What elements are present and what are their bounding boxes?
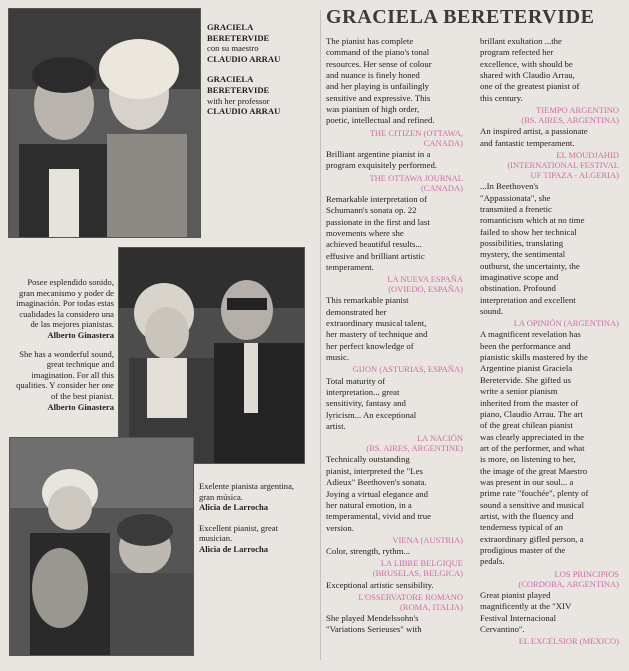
review-source-line: (INTERNATIONAL FESTIVAL bbox=[507, 160, 619, 171]
review-column-left bbox=[326, 36, 463, 637]
review-text-line: was pianism of high order, bbox=[326, 104, 420, 115]
review-text-line: music. bbox=[326, 352, 350, 363]
caption-line: BERETERVIDE bbox=[207, 32, 270, 43]
review-text-line: artist, with the fluency and bbox=[480, 510, 574, 521]
caption-line: imagination. For all this bbox=[31, 369, 114, 380]
review-source bbox=[326, 592, 463, 612]
caption-line: CLAUDIO ARRAU bbox=[207, 53, 281, 64]
review-text-line: passionate in the first and last bbox=[326, 216, 430, 227]
review-text bbox=[326, 149, 463, 172]
caption-line: imaginación. Por todas estas bbox=[16, 298, 114, 309]
review-source bbox=[326, 274, 463, 294]
review-text-line: sound. bbox=[480, 306, 504, 316]
review-text-line: effusive and brilliant artistic bbox=[326, 250, 425, 261]
review-text-line: "Appassionata", she bbox=[480, 192, 551, 203]
review-text-line: Great pianist played bbox=[480, 589, 551, 600]
review-text bbox=[326, 580, 463, 591]
review-text-line: She played Mendelssohn's bbox=[326, 613, 419, 624]
review-source-line: VIENA (AUSTRIA) bbox=[392, 534, 463, 545]
review-text-line: mystery, the sentimental bbox=[480, 249, 566, 260]
review-source bbox=[326, 173, 463, 193]
column-divider bbox=[320, 10, 321, 660]
caption-line: with her professor bbox=[207, 95, 270, 106]
review-text-line: romanticism which at no time bbox=[480, 215, 585, 226]
review-text bbox=[480, 329, 619, 567]
review-text-line: obstination. Profound bbox=[480, 283, 556, 294]
review-text-line: art of the performer, and what bbox=[480, 442, 585, 453]
review-source-line: LA NACIÓN bbox=[416, 433, 463, 444]
review-text-line: been the performance and bbox=[480, 340, 571, 351]
review-text bbox=[326, 36, 463, 127]
review-source-line: LA NUEVA ESPAÑA bbox=[387, 274, 463, 285]
review-text-line: resources. Her sense of colour bbox=[326, 58, 432, 69]
review-text-line: program exquisitely performed. bbox=[326, 160, 438, 171]
review-source bbox=[326, 364, 463, 374]
review-text bbox=[326, 454, 463, 533]
caption-top bbox=[207, 22, 317, 117]
review-text-line: movements where she bbox=[326, 227, 404, 238]
review-text-line: lyricism... An exceptional bbox=[326, 409, 417, 420]
caption-line: Alicia de Larrocha bbox=[199, 543, 269, 554]
review-text-line: extraordinary gifled person, a bbox=[480, 533, 584, 544]
caption-line: con su maestro bbox=[207, 43, 259, 54]
review-text-line: "Variations Serieuses" with bbox=[326, 624, 422, 635]
review-source bbox=[480, 569, 619, 589]
review-text-line: program refected her bbox=[480, 47, 554, 58]
caption-line: Alberto Ginastera bbox=[47, 401, 114, 412]
review-source-line: (CANADA) bbox=[420, 182, 463, 193]
review-text-line: This remarkable pianist bbox=[326, 295, 409, 306]
review-text-line: sensitivity, fantasy and bbox=[326, 398, 406, 409]
caption-line: musician. bbox=[199, 533, 233, 544]
review-source bbox=[480, 105, 619, 125]
review-text-line: The pianist has complete bbox=[326, 36, 414, 46]
photo-with-arrau-image bbox=[9, 9, 200, 237]
photo-with-ginastera-image bbox=[119, 248, 304, 463]
caption-line: She has a wonderful sound, bbox=[19, 348, 114, 359]
review-text-line: brillant exultation ...the bbox=[480, 36, 562, 46]
review-text-line: pianistic skills mastered by the bbox=[480, 352, 588, 363]
review-text bbox=[326, 376, 463, 433]
caption-line: GRACIELA bbox=[207, 74, 254, 85]
review-text-line: Total maturity of bbox=[326, 375, 386, 386]
review-text-line: was present in our soul... a bbox=[480, 476, 574, 487]
review-text-line: Joying a virtual elegance and bbox=[326, 488, 429, 499]
review-text bbox=[480, 126, 619, 149]
review-text-line: Remarkable interpretation of bbox=[326, 193, 428, 204]
review-text-line: Exceptional artistic sensibility. bbox=[326, 579, 434, 590]
review-text-line: command of the piano's tonal bbox=[326, 47, 430, 58]
caption-larrocha bbox=[199, 481, 315, 555]
review-text-line: possibilities, translating bbox=[480, 237, 564, 248]
review-source-line: (CORDOBA, ARGENTINA) bbox=[518, 578, 619, 589]
caption-line: Alberto Ginastera bbox=[47, 329, 114, 340]
review-text-line: Argentine pianist Graciela bbox=[480, 363, 573, 374]
caption-line: de las mejores pianistas. bbox=[30, 319, 114, 330]
review-text-line: failed to show her technical bbox=[480, 226, 577, 237]
review-text-line: Color, strength, rythm... bbox=[326, 545, 410, 556]
review-text-line: imaginative scope and bbox=[480, 271, 559, 282]
photo-with-ginastera bbox=[118, 247, 305, 464]
review-source bbox=[326, 128, 463, 148]
review-text-line: her mastery of technique and bbox=[326, 329, 428, 340]
review-text-line: and nuance is finely honed bbox=[326, 70, 420, 81]
review-source-line: THE OTTAWA JOURNAL bbox=[369, 172, 463, 183]
caption-line: of the best pianist. bbox=[50, 390, 114, 401]
review-source-line: EL EXCELSIOR (MEXICO) bbox=[518, 636, 619, 647]
review-text-line: the image of the great Maestro bbox=[480, 465, 588, 476]
review-source-line: (BRUSELAS, BELGICA) bbox=[372, 568, 463, 579]
review-text-line: is more, on listening to her, bbox=[480, 454, 576, 465]
caption-line: Exelente pianista argentina, bbox=[199, 481, 295, 491]
review-text-line: was clearly appreciated in the bbox=[480, 431, 584, 442]
review-text-line: artist. bbox=[326, 420, 346, 431]
photo-with-arrau bbox=[8, 8, 201, 238]
review-text-line: prodigious master of the bbox=[480, 544, 566, 555]
review-text bbox=[326, 295, 463, 363]
review-source-line: (OVIEDO, ESPAÑA) bbox=[388, 284, 463, 295]
review-source-line: (ROMA, ITALIA) bbox=[399, 601, 463, 612]
caption-line: BERETERVIDE bbox=[207, 84, 270, 95]
review-text-line: shared with Claudio Arrau, bbox=[480, 70, 575, 81]
review-text-line: one of the greatest pianist of bbox=[480, 81, 580, 92]
review-text-line: tenderness typical of an bbox=[480, 522, 563, 533]
review-source bbox=[480, 150, 619, 180]
caption-line: great technique and bbox=[46, 359, 114, 370]
review-source-line: LA LIBRE BELGIQUE bbox=[380, 558, 463, 569]
review-text-line: interpretation... great bbox=[326, 386, 400, 397]
review-text-line: outburst, the uncertainty, the bbox=[480, 260, 580, 271]
review-text-line: Technically outstanding bbox=[326, 454, 410, 465]
review-text-line: Beretervide. She gifted us bbox=[480, 374, 571, 385]
review-source-line: TIEMPO ARGENTINO bbox=[536, 105, 619, 116]
review-source-line: LA OPINIÓN (ARGENTINA) bbox=[513, 318, 619, 329]
photo-with-larrocha-image bbox=[10, 438, 193, 655]
review-text-line: interpretation and excellent bbox=[480, 294, 576, 305]
review-text-line: Brilliant argentine pianist in a bbox=[326, 148, 431, 159]
review-text-line: sensitive and expressive. This bbox=[326, 92, 431, 103]
review-text-line: transmited a frenetic bbox=[480, 203, 552, 214]
caption-line: Alicia de Larrocha bbox=[199, 502, 269, 513]
review-text-line: pedals. bbox=[480, 556, 505, 567]
page-title: GRACIELA BERETERVIDE bbox=[326, 6, 595, 28]
review-text-line: and fantastic temperament. bbox=[480, 137, 575, 148]
review-source bbox=[326, 433, 463, 453]
review-text-line: excellence, with should be bbox=[480, 58, 573, 69]
review-source bbox=[326, 558, 463, 578]
review-text-line: poetic, intellectual and refined. bbox=[326, 115, 435, 126]
review-text-line: prime rate "fouchée", plenty of bbox=[480, 488, 589, 499]
caption-line: CLAUDIO ARRAU bbox=[207, 106, 281, 117]
review-text-line: Schumann's sonata op. 22 bbox=[326, 205, 417, 216]
review-text bbox=[480, 181, 619, 317]
photo-with-larrocha bbox=[9, 437, 194, 656]
caption-line: Posee esplendido sonido, bbox=[27, 277, 114, 287]
caption-line: qualities. Y consider her one bbox=[16, 380, 114, 391]
review-text-line: An inspired artist, a passionate bbox=[480, 126, 588, 137]
review-text bbox=[326, 546, 463, 557]
review-text-line: magnificently at the "XIV bbox=[480, 601, 572, 612]
review-source-line: UF TIPAZA - ALGERIA) bbox=[530, 170, 619, 181]
review-source-line: CANADA) bbox=[423, 137, 463, 148]
review-source bbox=[480, 636, 619, 646]
review-text-line: Festival Internacional bbox=[480, 612, 557, 623]
review-text-line: her perfect knowledge of bbox=[326, 340, 414, 351]
caption-line: Excellent pianist, great bbox=[199, 522, 278, 533]
review-text-line: of the great chilean pianist bbox=[480, 420, 573, 431]
review-text bbox=[326, 194, 463, 273]
review-text-line: sound a sensitive and musical bbox=[480, 499, 585, 510]
review-text-line: inherited from the master of bbox=[480, 397, 579, 408]
review-text-line: A magnificent revelation has bbox=[480, 329, 581, 340]
caption-line: gran música. bbox=[199, 491, 243, 502]
review-text-line: ...In Beethoven's bbox=[480, 181, 539, 192]
caption-line: GRACIELA bbox=[207, 22, 254, 32]
review-text-line: this century. bbox=[480, 92, 523, 103]
review-source-line: THE CITIZEN (OTTAWA, bbox=[369, 127, 463, 138]
review-source-line: (BS. AIRES, ARGENTINE) bbox=[366, 443, 463, 454]
review-text-line: temperamental, vivid and true bbox=[326, 511, 431, 522]
review-text-line: pianist, interpreted the "Les bbox=[326, 465, 423, 476]
review-text-line: her natural emotion, in a bbox=[326, 499, 412, 510]
caption-ginastera bbox=[6, 277, 114, 412]
review-text-line: Cervantino". bbox=[480, 623, 525, 634]
review-source bbox=[326, 535, 463, 545]
caption-line: gran mecanismo y poder de bbox=[19, 287, 114, 298]
review-text-line: Adieux" Beethoven's sonata. bbox=[326, 477, 427, 488]
review-text-line: extraordinary musical talent, bbox=[326, 318, 427, 329]
review-text-line: temperament. bbox=[326, 261, 374, 272]
review-source-line: LOS PRINCIPIOS bbox=[554, 568, 619, 579]
caption-line: cualidades la considero una bbox=[19, 308, 114, 319]
review-source bbox=[480, 318, 619, 328]
review-text-line: demonstrated her bbox=[326, 306, 387, 317]
review-text-line: and her playing is unfailingly bbox=[326, 81, 430, 92]
review-source-line: (BS. AIRES, ARGENTINA) bbox=[521, 115, 619, 126]
review-text bbox=[326, 613, 463, 636]
review-source-line: GIJON (ASTURIAS, ESPAÑA) bbox=[352, 364, 463, 375]
review-text-line: version. bbox=[326, 522, 354, 533]
review-source-line: EL MOUDJAHID bbox=[556, 149, 619, 160]
review-text-line: achieved beautiful results... bbox=[326, 239, 422, 250]
review-source-line: L'OSSERVATORE ROMANO bbox=[358, 591, 463, 602]
review-column-right bbox=[480, 36, 619, 647]
review-text-line: write a senior pianism bbox=[480, 386, 558, 397]
review-text bbox=[480, 590, 619, 635]
review-text bbox=[480, 36, 619, 104]
review-text-line: piano, Claudio Arrau. The art bbox=[480, 408, 583, 419]
